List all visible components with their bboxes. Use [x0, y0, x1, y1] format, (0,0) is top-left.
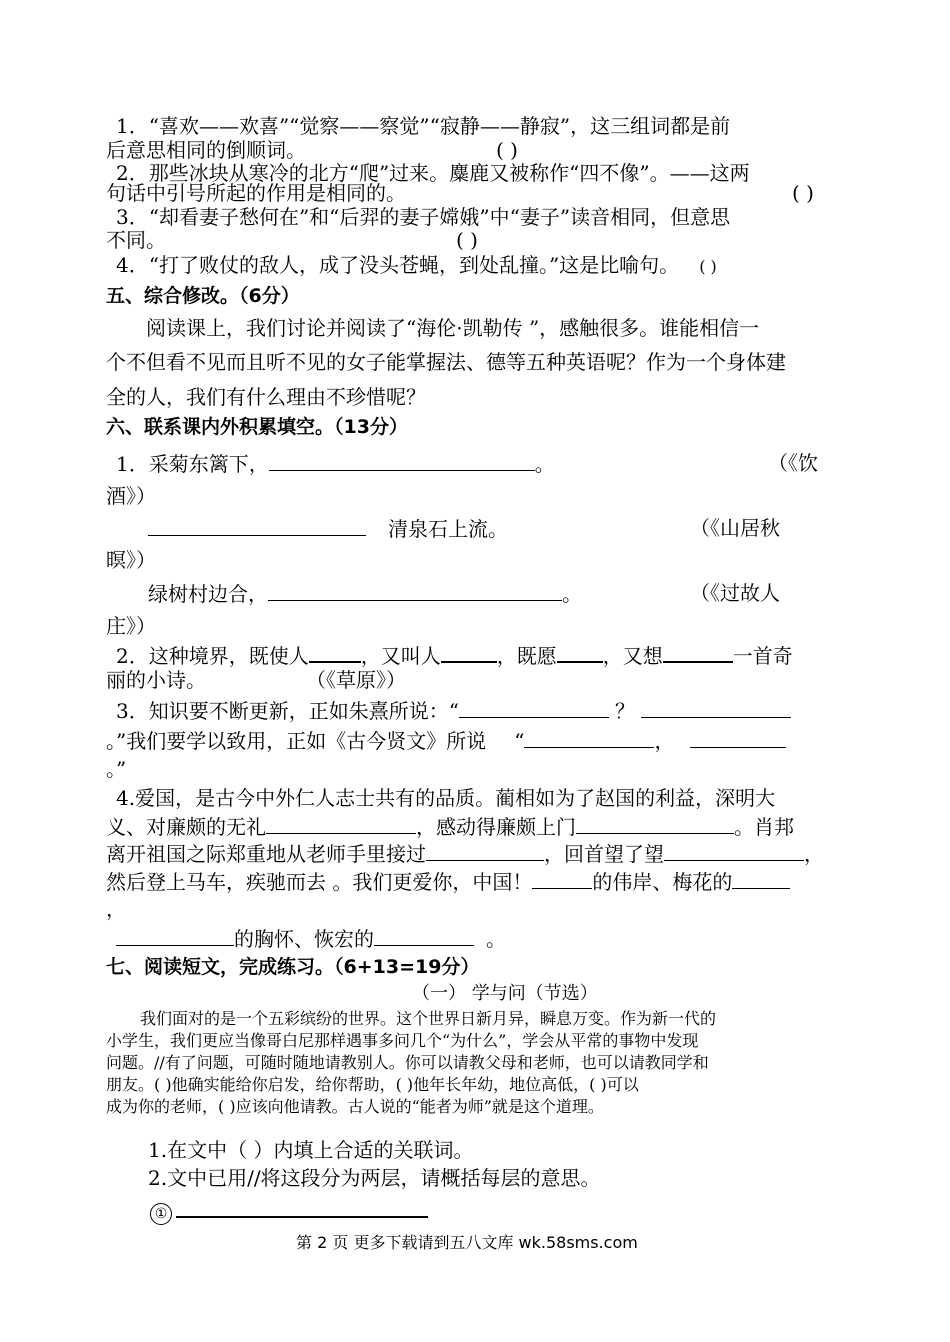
p6-q4-t4: 离开祖国之际郑重地从老师手里接过	[106, 842, 426, 866]
p6-q4-line6	[116, 925, 506, 952]
p4-q2-text: 句话中引号所起的作用是相同的。	[106, 181, 406, 205]
p6-q2-line1	[116, 641, 793, 669]
passage-line2: 小学生，我们更应当像哥白尼那样遇事多问几个“为什么”，学会从平常的事物中发现	[106, 1031, 699, 1050]
answer-blank[interactable]	[116, 925, 234, 946]
answer-blank[interactable]	[441, 641, 497, 663]
p6-q1c-prefix: 绿树村边合，	[148, 582, 268, 606]
section-7-title: 七、阅读短文，完成练习。（6+13=19分）	[106, 956, 480, 978]
p6-q1b-text: 清泉石上流。	[388, 517, 508, 541]
answer-paren: ( )	[496, 138, 518, 162]
p6-q4-line4	[106, 868, 790, 895]
p6-q4-line1: 4.爱国，是古今中外仁人志士共有的品质。蔺相如为了赵国的利益，深明大	[116, 786, 776, 810]
p5-line2: 个不但看不见而且听不见的女子能掌握法、德等五种英语呢？作为一个身体建	[106, 350, 786, 374]
p6-q1c-source-b: 庄》）	[106, 614, 156, 638]
p7-q2: 2.文中已用//将这段分为两层，请概括每层的意思。	[148, 1166, 601, 1190]
p6-q2-text2: 丽的小诗。	[106, 668, 206, 692]
p4-q4-text: 4．“打了败仗的敌人，成了没头苍蝇，到处乱撞。”这是比喻句。	[116, 253, 680, 277]
p6-q2-source: （《草原》）	[316, 668, 406, 692]
p6-q2-t2: ，又叫人	[360, 644, 441, 668]
answer-blank[interactable]	[426, 840, 544, 861]
p4-q4-line	[116, 252, 717, 278]
passage-line5: 成为你的老师，( )应该向他请教。古人说的“能者为师”就是这个道理。	[106, 1097, 604, 1116]
p6-q4-line5: ，	[106, 897, 126, 921]
answer-blank[interactable]	[641, 697, 791, 718]
answer-blank[interactable]	[663, 641, 733, 663]
p6-q1c-source-a: （《过故人	[690, 581, 780, 605]
p6-q1c-line	[148, 580, 582, 607]
p6-q3-t4: “	[514, 729, 525, 753]
p7-q2-answer-line	[150, 1196, 428, 1225]
p5-line3: 全的人，我们有什么理由不珍惜呢？	[106, 385, 426, 409]
answer-blank[interactable]	[148, 515, 366, 536]
answer-blank[interactable]	[374, 925, 474, 946]
p6-q3-line2	[106, 727, 786, 754]
p4-q2-line2	[106, 180, 814, 206]
answer-blank[interactable]	[732, 868, 790, 889]
answer-blank[interactable]	[268, 580, 562, 601]
p6-q4-line3	[106, 840, 824, 867]
p6-q2-t3: ，既愿	[496, 644, 557, 668]
p6-q1-source-b: 酒》）	[106, 484, 156, 508]
p5-line1: 阅读课上，我们讨论并阅读了“海伦·凯勒传 ”，感触很多。谁能相信一	[146, 316, 760, 340]
p6-q4-t3: 。肖邦	[734, 815, 794, 839]
p6-q1-end: 。	[534, 452, 555, 476]
answer-blank[interactable]	[266, 813, 416, 834]
answer-blank[interactable]	[532, 868, 592, 889]
p4-q2-line1: 2．那些冰块从寒冷的北方“爬”过来。麋鹿又被称作“四不像”。——这两	[116, 161, 750, 185]
p6-q1-prefix: 1．采菊东篱下，	[116, 452, 269, 476]
p6-q1b-line	[148, 515, 508, 542]
passage-title: （一） 学与问（节选）	[412, 983, 598, 1004]
answer-blank[interactable]	[576, 813, 734, 834]
p6-q1b-source-a: （《山居秋	[690, 516, 780, 540]
p6-q4-line2	[106, 813, 794, 840]
p6-q2-line2	[106, 667, 406, 693]
p6-q4-t8: 的伟岸、梅花的	[592, 870, 733, 894]
p6-q1c-end: 。	[562, 582, 582, 606]
p6-q4-t9: 的胸怀、恢宏的	[234, 927, 374, 951]
p6-q4-t1: 义、对廉颇的无礼	[106, 815, 266, 839]
answer-blank[interactable]	[664, 840, 804, 861]
section-5-title: 五、综合修改。（6分）	[106, 285, 300, 307]
p4-q1-line1: 1．“喜欢——欢喜”“觉察——察觉”“寂静——静寂”，这三组词都是前	[116, 114, 731, 138]
answer-blank[interactable]	[524, 727, 654, 748]
answer-paren: ( )	[699, 257, 717, 276]
answer-blank[interactable]	[557, 641, 603, 663]
p6-q4-t2: ，感动得廉颇上门	[416, 815, 576, 839]
answer-blank[interactable]	[176, 1196, 428, 1218]
p4-q3-line2	[106, 227, 478, 253]
p6-q3-t3: 。”我们要学以致用，正如《古今贤文》所说	[106, 729, 487, 753]
p7-q1: 1.在文中（ ）内填上合适的关联词。	[148, 1138, 474, 1162]
p6-q2-t4: ，又想	[602, 644, 663, 668]
passage-line3: 问题。//有了问题，可随时随地请教别人。你可以请教父母和老师，也可以请教同学和	[106, 1053, 709, 1072]
answer-paren: ( )	[792, 181, 814, 205]
p6-q1-source-a: （《饮	[768, 451, 818, 475]
p4-q3-line1: 3．“却看妻子愁何在”和“后羿的妻子嫦娥”中“妻子”读音相同，但意思	[116, 205, 731, 229]
p6-q4-t7: 然后登上马车，疾驰而去 。我们更爱你，中国！	[106, 870, 533, 894]
passage-line1: 我们面对的是一个五彩缤纷的世界。这个世界日新月异，瞬息万变。作为新一代的	[140, 1009, 717, 1028]
p6-q4-t5: ，回首望了望	[544, 842, 664, 866]
page-footer: 第 2 页 更多下载请到五八文库 wk.58sms.com	[296, 1233, 638, 1252]
p6-q1-line	[116, 450, 555, 477]
p6-q2-t1: 2．这种境界，既使人	[116, 644, 309, 668]
p6-q4-t6: ，	[804, 842, 824, 866]
section-6-title: 六、联系课内外积累填空。（13分）	[106, 416, 408, 438]
answer-paren: ( )	[456, 228, 478, 252]
p6-q4-t10: 。	[486, 927, 506, 951]
answer-blank[interactable]	[269, 450, 535, 471]
p6-q1b-source-b: 暝》）	[106, 548, 156, 572]
passage-line4: 朋友。( )他确实能给你启发，给你帮助，( )他年长年幼，地位高低，( )可以	[106, 1075, 639, 1094]
answer-blank[interactable]	[309, 641, 361, 663]
p4-q1-text: 后意思相同的倒顺词。	[106, 138, 306, 162]
p6-q3-line3: 。”	[106, 757, 127, 781]
answer-blank[interactable]	[690, 727, 786, 748]
p6-q2-t5: 一首奇	[732, 644, 793, 668]
answer-blank[interactable]	[459, 697, 609, 718]
p6-q3-t1: 3．知识要不断更新，正如朱熹所说：“	[116, 699, 459, 723]
p6-q3-line1	[116, 697, 791, 724]
p6-q3-t5: ，	[654, 729, 675, 753]
circled-one-icon: ①	[150, 1203, 172, 1225]
p4-q3-text: 不同。	[106, 228, 166, 252]
p6-q3-t2: ？	[614, 699, 635, 723]
